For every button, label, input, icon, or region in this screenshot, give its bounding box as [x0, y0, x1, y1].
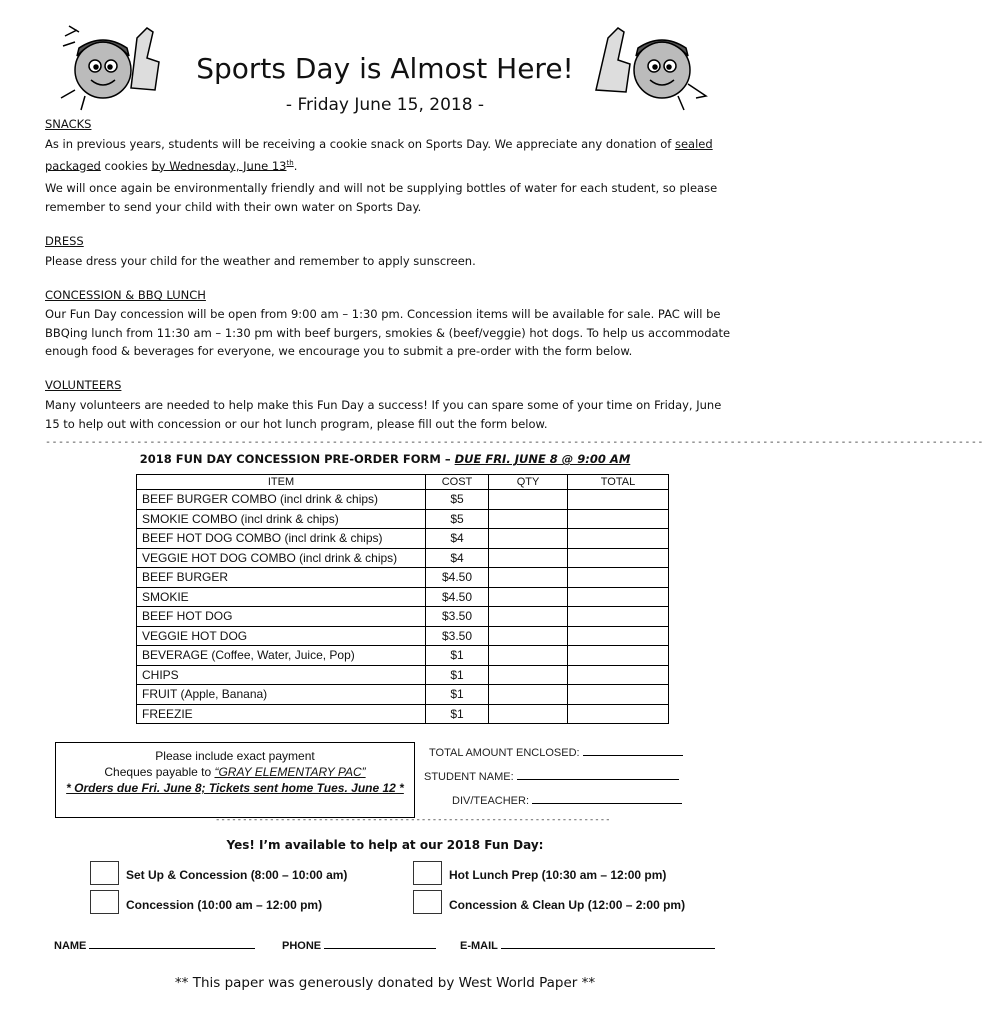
form-title: 2018 FUN DAY CONCESSION PRE-ORDER FORM – DUE FRI. JUNE 8 @ 9:00 AM: [139, 452, 631, 466]
order-table-header: [137, 475, 669, 490]
phone-field[interactable]: PHONE: [282, 937, 436, 952]
table-row: [137, 685, 669, 705]
table-row: [137, 490, 669, 510]
cost-cell: $4.50: [426, 587, 489, 607]
option-label: Concession (10:00 am – 12:00 pm): [126, 898, 323, 912]
item-cell: BEEF HOT DOG: [137, 607, 426, 627]
cost-cell: $4.50: [426, 568, 489, 588]
item-cell: BEEF HOT DOG COMBO (incl drink & chips): [137, 529, 426, 549]
checkbox-concession[interactable]: [90, 890, 119, 914]
total-cell[interactable]: [568, 509, 669, 529]
column-header-qty: QTY: [489, 475, 568, 490]
item-cell: SMOKIE COMBO (incl drink & chips): [137, 509, 426, 529]
item-cell: BEEF BURGER COMBO (incl drink & chips): [137, 490, 426, 510]
cost-cell: $4: [426, 529, 489, 549]
qty-cell[interactable]: [489, 685, 568, 705]
item-cell: CHIPS: [137, 665, 426, 685]
checkbox-hot-lunch-prep[interactable]: [413, 861, 442, 885]
total-cell[interactable]: [568, 548, 669, 568]
total-cell[interactable]: [568, 529, 669, 549]
payment-instructions-box: [55, 742, 415, 818]
cost-cell: $1: [426, 646, 489, 666]
separator-line: -------------------------------------------------------------------------: [215, 815, 611, 825]
dress-heading: DRESS: [45, 234, 84, 248]
cut-line: ------------------------------------------------------------------------------------------------------------------------------------------------: [45, 437, 984, 448]
page-subtitle: - Friday June 15, 2018 -: [285, 95, 485, 115]
item-cell: SMOKIE: [137, 587, 426, 607]
student-name-field[interactable]: STUDENT NAME:: [424, 768, 679, 783]
qty-cell[interactable]: [489, 646, 568, 666]
qty-cell[interactable]: [489, 548, 568, 568]
total-cell[interactable]: [568, 490, 669, 510]
total-cell[interactable]: [568, 685, 669, 705]
table-row: [137, 548, 669, 568]
payment-line-2: Cheques payable to “GRAY ELEMENTARY PAC”: [104, 765, 366, 779]
item-cell: VEGGIE HOT DOG COMBO (incl drink & chips): [137, 548, 426, 568]
item-cell: FREEZIE: [137, 704, 426, 724]
footer-note: ** This paper was generously donated by West World Paper **: [174, 975, 596, 991]
total-cell[interactable]: [568, 568, 669, 588]
volunteers-text: Many volunteers are needed to help make this Fun Day a success! If you can spare some of your time on Friday, June 15 to help out with concession or our hot lunch program, please fill out the form below.: [45, 398, 722, 431]
name-field[interactable]: NAME: [54, 937, 255, 952]
qty-cell[interactable]: [489, 568, 568, 588]
snacks-paragraph-1: As in previous years, students will be receiving a cookie snack on Sports Day. We appreciate any donation of sealed packaged cookies by Wednesday, June 13th.: [45, 137, 713, 173]
checkbox-setup-concession[interactable]: [90, 861, 119, 885]
total-cell[interactable]: [568, 704, 669, 724]
payment-line-1: Please include exact payment: [155, 749, 315, 763]
table-row: [137, 646, 669, 666]
qty-cell[interactable]: [489, 490, 568, 510]
item-cell: BEVERAGE (Coffee, Water, Juice, Pop): [137, 646, 426, 666]
table-row: [137, 704, 669, 724]
option-label: Concession & Clean Up (12:00 – 2:00 pm): [449, 898, 686, 912]
total-enclosed-field[interactable]: TOTAL AMOUNT ENCLOSED:: [429, 744, 683, 759]
column-header-cost: COST: [426, 475, 489, 490]
total-cell[interactable]: [568, 587, 669, 607]
column-header-total: TOTAL: [568, 475, 669, 490]
dress-text: Please dress your child for the weather and remember to apply sunscreen.: [45, 254, 476, 268]
cost-cell: $3.50: [426, 626, 489, 646]
snacks-paragraph-2: We will once again be environmentally friendly and will not be supplying bottles of water for each student, so please remember to send your child with their own water on Sports Day.: [45, 181, 718, 214]
table-row: [137, 568, 669, 588]
table-row: [137, 529, 669, 549]
total-cell[interactable]: [568, 665, 669, 685]
cost-cell: $1: [426, 685, 489, 705]
snacks-heading: SNACKS: [45, 117, 92, 131]
column-header-item: ITEM: [137, 475, 426, 490]
qty-cell[interactable]: [489, 529, 568, 549]
qty-cell[interactable]: [489, 509, 568, 529]
total-cell[interactable]: [568, 646, 669, 666]
option-label: Hot Lunch Prep (10:30 am – 12:00 pm): [449, 868, 667, 882]
page-title: Sports Day is Almost Here!: [196, 52, 574, 85]
qty-cell[interactable]: [489, 587, 568, 607]
cost-cell: $5: [426, 509, 489, 529]
table-row: [137, 587, 669, 607]
volunteer-form-title: Yes! I’m available to help at our 2018 Fun Day:: [226, 838, 544, 852]
cost-cell: $1: [426, 704, 489, 724]
order-table: [136, 474, 669, 724]
payment-line-3: * Orders due Fri. June 8; Tickets sent home Tues. June 12 *: [66, 781, 404, 795]
email-field[interactable]: E-MAIL: [460, 937, 715, 952]
table-row: [137, 509, 669, 529]
checkbox-concession-cleanup[interactable]: [413, 890, 442, 914]
cost-cell: $4: [426, 548, 489, 568]
qty-cell[interactable]: [489, 626, 568, 646]
table-row: [137, 626, 669, 646]
div-teacher-field[interactable]: DIV/TEACHER:: [452, 792, 682, 807]
table-row: [137, 665, 669, 685]
cost-cell: $3.50: [426, 607, 489, 627]
item-cell: FRUIT (Apple, Banana): [137, 685, 426, 705]
item-cell: VEGGIE HOT DOG: [137, 626, 426, 646]
volunteers-heading: VOLUNTEERS: [45, 378, 122, 392]
option-label: Set Up & Concession (8:00 – 10:00 am): [126, 868, 348, 882]
concession-heading: CONCESSION & BBQ LUNCH: [45, 288, 206, 302]
total-cell[interactable]: [568, 607, 669, 627]
cost-cell: $5: [426, 490, 489, 510]
item-cell: BEEF BURGER: [137, 568, 426, 588]
qty-cell[interactable]: [489, 704, 568, 724]
qty-cell[interactable]: [489, 607, 568, 627]
concession-text: Our Fun Day concession will be open from 9:00 am – 1:30 pm. Concession items will be available for sale. PAC will be BBQing lunch from 11:30 am – 1:30 pm with beef burgers, smokies & (beef/veggie) hot dogs. To help us accommodate enough food & beverages for everyone, we encourage you to submit a pre-order with the form below.: [45, 307, 731, 358]
total-cell[interactable]: [568, 626, 669, 646]
cost-cell: $1: [426, 665, 489, 685]
qty-cell[interactable]: [489, 665, 568, 685]
table-row: [137, 607, 669, 627]
